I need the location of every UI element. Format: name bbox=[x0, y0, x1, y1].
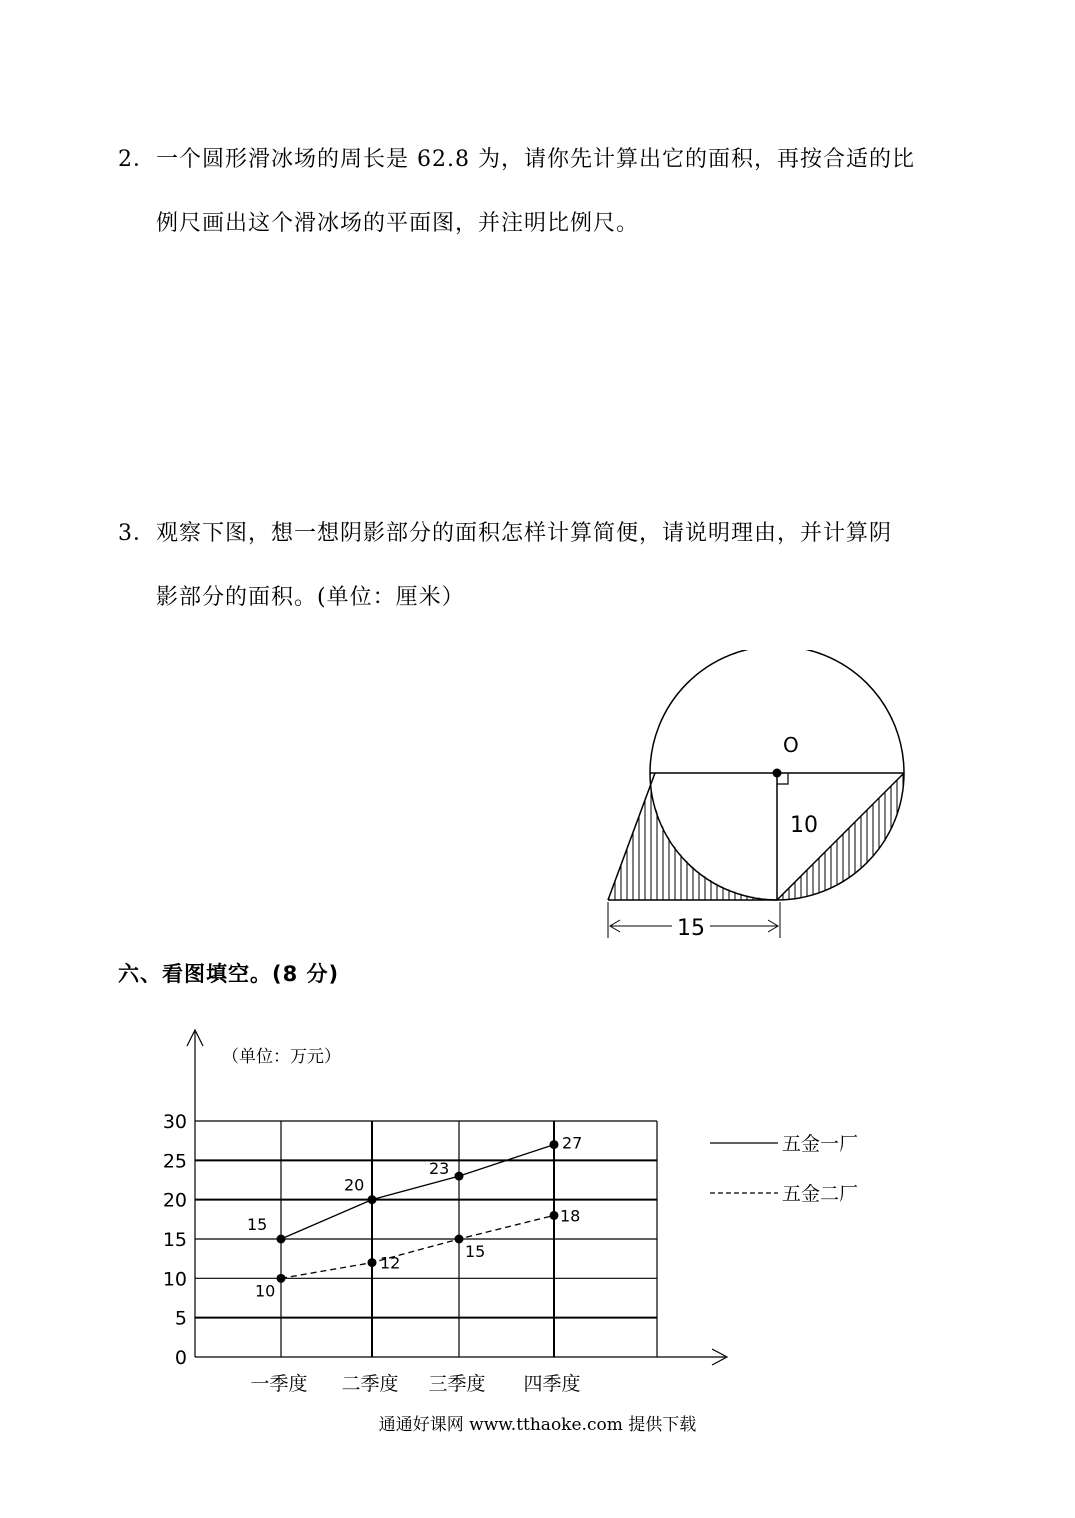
question-2-line1: 2．一个圆形滑冰场的周长是 62.8 为，请你先计算出它的面积，再按合适的比 bbox=[118, 147, 915, 172]
y-tick-label: 15 bbox=[162, 1229, 187, 1251]
data-point bbox=[550, 1140, 559, 1149]
y-tick-label: 5 bbox=[174, 1307, 187, 1330]
y-tick-label: 20 bbox=[162, 1189, 187, 1212]
data-point bbox=[455, 1172, 464, 1181]
x-tick-label: 四季度 bbox=[523, 1373, 581, 1395]
y-tick-labels bbox=[163, 1111, 187, 1369]
geometry-figure bbox=[600, 650, 920, 950]
data-point bbox=[550, 1211, 559, 1220]
chart-series bbox=[247, 1134, 582, 1301]
data-label: 15 bbox=[465, 1242, 486, 1261]
legend-label: 五金一厂 bbox=[782, 1133, 859, 1155]
series-line bbox=[281, 1215, 554, 1278]
data-label: 12 bbox=[380, 1253, 401, 1273]
series-line bbox=[281, 1145, 554, 1239]
x-tick-label: 三季度 bbox=[428, 1373, 486, 1395]
chart-legend bbox=[710, 1133, 858, 1205]
question-2 bbox=[118, 128, 968, 256]
question-3-line1: 3．观察下图，想一想阴影部分的面积怎样计算简便，请说明理由，并计算阴 bbox=[118, 521, 892, 546]
chart-unit-label: （单位：万元） bbox=[222, 1047, 341, 1067]
question-3 bbox=[118, 502, 968, 630]
chart-grid bbox=[195, 1121, 657, 1357]
y-tick-label: 10 bbox=[162, 1268, 187, 1291]
center-point bbox=[773, 769, 782, 778]
chart-axes bbox=[187, 1030, 727, 1365]
data-label: 23 bbox=[429, 1159, 450, 1179]
data-point bbox=[455, 1235, 464, 1244]
data-point bbox=[368, 1258, 377, 1267]
radius-label: 10 bbox=[790, 813, 818, 838]
center-label: O bbox=[783, 733, 799, 757]
data-label: 27 bbox=[562, 1133, 583, 1153]
data-label: 18 bbox=[560, 1206, 581, 1226]
footer-text: 通通好课网 www.tthaoke.com 提供下载 bbox=[378, 1415, 697, 1435]
line-chart bbox=[150, 1020, 910, 1400]
x-tick-labels bbox=[250, 1373, 580, 1395]
x-tick-label: 一季度 bbox=[250, 1373, 308, 1395]
data-point bbox=[277, 1274, 286, 1283]
legend-label: 五金二厂 bbox=[782, 1183, 859, 1205]
y-tick-label: 0 bbox=[174, 1347, 187, 1369]
base-label: 15 bbox=[677, 916, 705, 941]
question-2-line2: 例尺画出这个滑冰场的平面图，并注明比例尺。 bbox=[156, 211, 640, 236]
data-label: 15 bbox=[247, 1215, 268, 1234]
data-label: 20 bbox=[344, 1175, 365, 1195]
data-point bbox=[368, 1195, 377, 1204]
data-point bbox=[277, 1235, 286, 1244]
data-label: 10 bbox=[255, 1281, 276, 1301]
y-tick-label: 30 bbox=[162, 1111, 187, 1133]
y-tick-label: 25 bbox=[162, 1150, 187, 1173]
question-3-line2: 影部分的面积。(单位：厘米） bbox=[156, 585, 465, 610]
x-tick-label: 二季度 bbox=[341, 1373, 399, 1395]
section-6-title: 六、看图填空。(8 分) bbox=[118, 962, 340, 986]
